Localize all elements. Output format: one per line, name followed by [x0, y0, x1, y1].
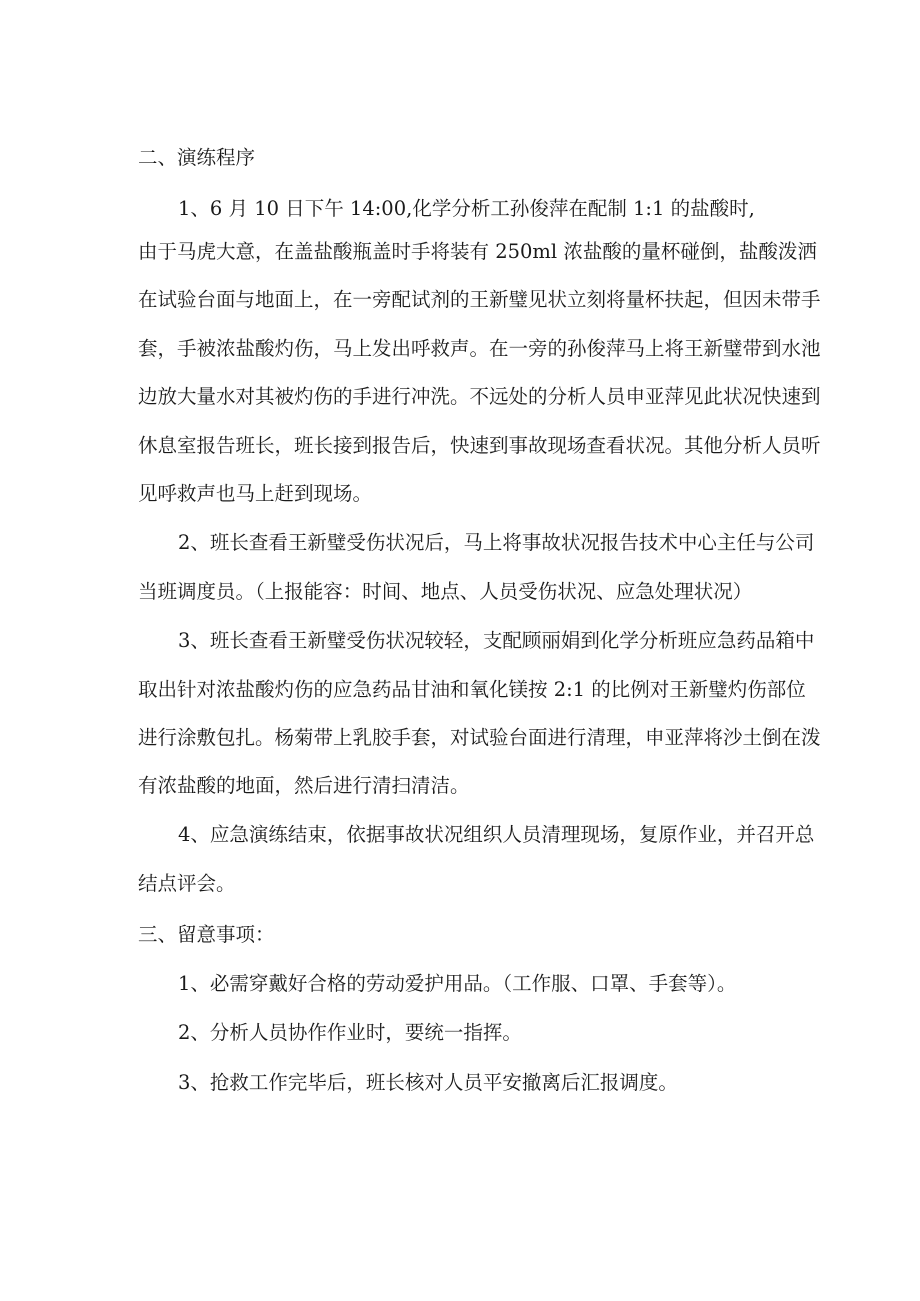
paragraph-3-last-line: 有浓盐酸的地面，然后进行清扫清洁。 [138, 774, 470, 797]
paragraph-1-line: 边放大量水对其被灼伤的手进行冲洗。不远处的分析人员申亚萍见此状况快速到 [138, 385, 821, 408]
note-item: 1、必需穿戴好合格的劳动爱护用品。（工作服、口罩、手套等）。 [178, 972, 737, 995]
section-heading-drill-procedure: 二、演练程序 [138, 146, 256, 169]
paragraph-3-line: 取出针对浓盐酸灼伤的应急药品甘油和氧化镁按 2:1 的比例对王新璧灼伤部位 [138, 678, 806, 701]
paragraph-1-first-line: 1、6 月 10 日下午 14:00,化学分析工孙俊萍在配制 1:1 的盐酸时, [178, 197, 755, 220]
paragraph-1-line: 在试验台面与地面上，在一旁配试剂的王新璧见状立刻将量杯扶起，但因未带手 [138, 288, 821, 311]
paragraph-4-last-line: 结点评会。 [138, 872, 236, 895]
note-item: 2、分析人员协作作业时，要统一指挥。 [178, 1021, 522, 1044]
section-heading-precautions: 三、留意事项： [138, 923, 275, 946]
paragraph-3-line: 进行涂敷包扎。杨菊带上乳胶手套，对试验台面进行清理，申亚萍将沙土倒在泼 [138, 726, 821, 749]
paragraph-1-line: 休息室报告班长，班长接到报告后，快速到事故现场查看状况。其他分析人员听 [138, 434, 821, 457]
paragraph-1-line: 套，手被浓盐酸灼伤，马上发出呼救声。在一旁的孙俊萍马上将王新璧带到水池 [138, 337, 821, 360]
paragraph-4-first-line: 4、应急演练结束，依据事故状况组织人员清理现场，复原作业，并召开总 [178, 823, 815, 846]
note-item: 3、抢救工作完毕后，班长核对人员平安撤离后汇报调度。 [178, 1071, 678, 1094]
paragraph-2-first-line: 2、班长查看王新璧受伤状况后，马上将事故状况报告技术中心主任与公司 [178, 531, 815, 554]
paragraph-3-first-line: 3、班长查看王新璧受伤状况较轻，支配顾丽娟到化学分析班应急药品箱中 [178, 629, 815, 652]
paragraph-2-last-line: 当班调度员。（上报能容：时间、地点、人员受伤状况、应急处理状况） [138, 580, 753, 603]
paragraph-1-last-line: 见呼救声也马上赶到现场。 [138, 482, 373, 505]
paragraph-1-line: 由于马虎大意，在盖盐酸瓶盖时手将装有 250ml 浓盐酸的量杯碰倒，盐酸泼洒 [138, 240, 817, 263]
